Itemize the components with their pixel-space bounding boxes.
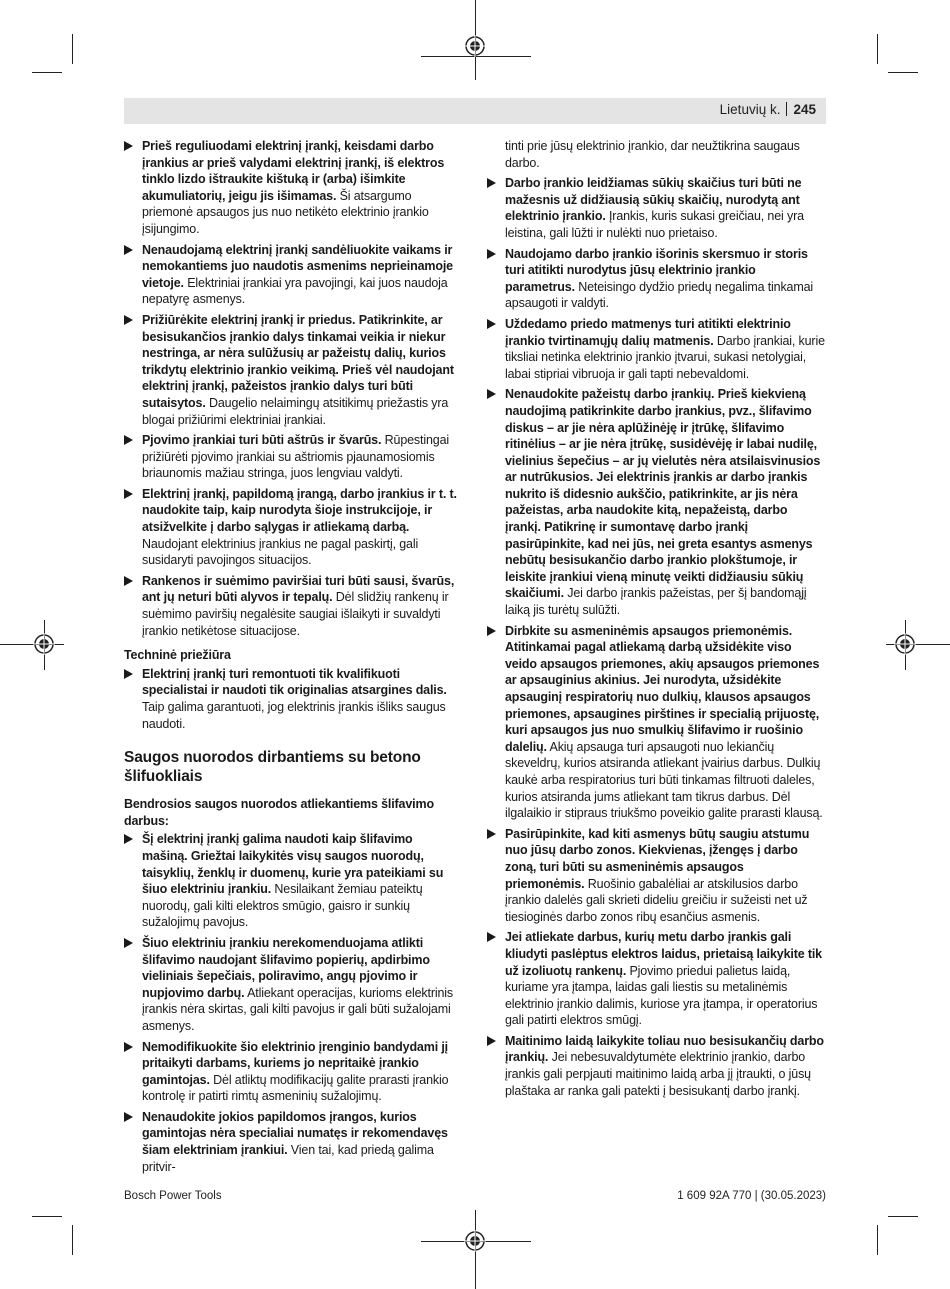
instruction-bold-text: Rankenos ir suėmimo paviršiai turi būti sausi, švarūs, ant jų neturi būti alyvos ir tepalų. (142, 573, 455, 605)
safety-instruction (124, 1109, 460, 1175)
right-column (487, 138, 825, 1103)
footer-brand: Bosch Power Tools (124, 1190, 222, 1202)
bullet-arrow-icon (487, 178, 496, 188)
instruction-text: Daugelio nelaimingų atsitikimų priežastis yra blogai prižiūrimi elektriniai įrankiai. (142, 395, 449, 427)
crop-mark (877, 1225, 878, 1255)
instruction-text: Ruošinio gabalėliai ar atskilusios darbo įrankio dalelės gali skrieti dideliu greičiu ir sužeisti net už tiesioginės darbo zonos ribų esančius asmenis. (505, 876, 808, 924)
instruction-text: Neteisingo dydžio priedų negalima tinkamai apsaugoti ir valdyti. (505, 279, 814, 311)
instruction-text: Taip galima garantuoti, jog elektrinis įrankis išliks saugus naudoti. (142, 700, 446, 731)
instruction-text: Elektriniai įrankiai yra pavojingi, kai juos naudoja nepatyrę asmenys. (142, 275, 448, 307)
instruction-text: Vien tai, kad priedą galima pritvir- (142, 1143, 434, 1174)
instruction-text: Jei darbo įrankis pažeistas, per šį bandomąjį laiką jis turėtų sulūžti. (505, 586, 807, 618)
bullet-arrow-icon (124, 245, 133, 255)
crop-mark (32, 1216, 62, 1217)
safety-instruction (487, 175, 825, 241)
safety-instruction (124, 242, 460, 308)
instruction-text: Nesilaikant žemiau pateiktų nuorodų, gali kilti elektros smūgio, gaisro ir sunkių sužalojimų pavojus. (142, 882, 423, 930)
safety-instruction (487, 826, 825, 926)
crop-mark (888, 72, 918, 73)
safety-instruction (124, 432, 460, 482)
subsection-heading: Techninė priežiūra (124, 648, 231, 663)
instruction-bold-text: Prieš reguliuodami elektrinį įrankį, keisdami darbo įrankius ar prieš valydami elektrinį įrankį, iš elektros tinklo lizdo ištraukite kištuką ir (arba) išimkite akumuliatorių, jeigu jis išimamas. (142, 139, 445, 203)
instruction-bold-text: Pjovimo įrankiai turi būti aštrūs ir švarūs. (142, 433, 382, 448)
bullet-arrow-icon (124, 938, 133, 948)
bullet-arrow-icon (487, 626, 496, 636)
bullet-arrow-icon (487, 932, 496, 942)
instruction-bold-text: Nenaudokite pažeistų darbo įrankių. Prieš kiekvieną naudojimą patikrinkite darbo įrankius, pvz., šlifavimo diskus – ar jie nėra aplūžinėję ir įtrūkę, šlifavimo ritinėlius – ar jie nėra įtrūkę, susidėvėję ir labai nudilę, vielinius šepečius – ar jų vielutės nėra atsilaisvinusios ar nutrūkusios. Jei elektrinis įrankis ar darbo įrankis nukrito iš didesnio aukščio, patikrinkite, ar jis nėra pažeistas, arba naudokite kitą, nepažeistą, darbo įrankį. Patikrinę ir sumontavę darbo įrankį pasirūpinkite, kad nei jūs, nei greta esantys asmenys nebūtų besisukančio darbo įrankio plokštumoje, ir leiskite įrankiui vieną minutę veikti didžiausiu sūkių skaičiumi. (505, 387, 821, 601)
registration-target-icon (33, 633, 55, 655)
safety-instruction (124, 312, 460, 428)
instruction-text: Pjovimo priedui palietus laidą, kuriame yra įtampa, laidas gali liestis su metalinėmis elektrinio įrankio dalimis, kuriose yra įtampa, ir operatorius gali patirti elektros smūgį. (505, 963, 818, 1028)
safety-instruction (487, 386, 825, 618)
registration-target-icon (464, 35, 486, 57)
bullet-arrow-icon (124, 669, 133, 679)
bullet-arrow-icon (124, 141, 133, 151)
header-text (720, 102, 826, 117)
bullet-arrow-icon (124, 315, 133, 325)
safety-instruction (487, 138, 825, 171)
instruction-text: Dėl atliktų modifikacijų galite prarasti įrankio kontrolę ir patirti rimtų asmeninių sužalojimų. (142, 1072, 449, 1104)
instruction-text: Dėl slidžių rankenų ir suėmimo paviršių negalėsite saugiai išlaikyti ir suvaldyti įrankio netikėtose situacijose. (142, 590, 449, 638)
bullet-arrow-icon (124, 435, 133, 445)
safety-instruction (487, 246, 825, 312)
bullet-arrow-icon (487, 249, 496, 259)
instruction-bold-text: Uždedamo priedo matmenys turi atitikti elektrinio įrankio tvirtinamųjų dalių matmenis. (505, 316, 791, 348)
instruction-text: Akių apsauga turi apsaugoti nuo lekiančių skeveldrų, kurios atsiranda atliekant įvairius darbus. Dulkių kaukė arba respiratorius turi būti tinkamas filtruoti daleles, kurios atsiranda jums atliekant tam tikrus darbus. Dėl ilgalaikio ir stipraus triukšmo poveikio galite prarasti klausą. (505, 739, 823, 821)
instruction-bold-text: Prižiūrėkite elektrinį įrankį ir priedus. Patikrinkite, ar besisukančios įrankio dalys tinkamai veikia ir niekur nestringa, ar nėra sulūžusių ar pažeistų dalių, kurios trikdytų elektrinio įrankio veikimą. Prieš vėl naudojant elektrinį įrankį, pažeistos įrankio dalys turi būti sutaisytos. (142, 312, 454, 410)
instruction-bold-text: Dirbkite su asmeninėmis apsaugos priemonėmis. Atitinkamai pagal atliekamą darbą užsidėkite viso veido apsaugos priemones, akių apsaugos priemones ar apsauginius akinius. Jei nurodyta, užsidėkite apsauginį respiratorių nuo dulkių, klausos apsaugos priemones, apsaugines pirštines ir specialią prijuostę, kuri apsaugos jus nuo smulkių šlifavimo ir ruošinio dalelių. (505, 623, 820, 754)
instruction-bold-text: Naudojamo darbo įrankio išorinis skersmuo ir storis turi atitikti nurodytus jūsų elektrinio įrankio parametrus. (505, 246, 808, 294)
safety-instruction (487, 316, 825, 382)
safety-instruction (124, 1039, 460, 1105)
safety-instruction (487, 1033, 825, 1099)
instruction-bold-text: Nenaudokite jokios papildomos įrangos, kurios gamintojas nėra specialiai numatęs ir rekomendavęs šiam elektriniam įrankiui. (142, 1109, 448, 1158)
instruction-bold-text: Elektrinį įrankį turi remontuoti tik kvalifikuoti specialistai ir naudoti tik originalias atsargines dalis. (142, 666, 447, 698)
bullet-arrow-icon (124, 1042, 133, 1052)
safety-instruction (124, 831, 460, 931)
bullet-arrow-icon (124, 834, 133, 844)
instruction-bold-text: Maitinimo laidą laikykite toliau nuo besisukančių darbo įrankių. (505, 1033, 824, 1065)
crop-mark (32, 72, 62, 73)
subsection-heading: Bendrosios saugos nuorodos atliekantiems šlifavimo darbus: (124, 797, 434, 828)
section-heading: Saugos nuorodos dirbantiems su betono šlifuokliais (124, 749, 421, 786)
bullet-arrow-icon (124, 489, 133, 499)
crop-mark (72, 1225, 73, 1255)
registration-target-icon (894, 633, 916, 655)
instruction-bold-text: Elektrinį įrankį, papildomą įrangą, darbo įrankius ir t. t. naudokite taip, kaip nurodyta šioje instrukcijoje, ir atsižvelkite į darbo sąlygas ir atliekamą darbą. (142, 486, 457, 535)
instruction-text: Rūpestingai prižiūrėti pjovimo įrankiai su aštriomis pjaunamosiomis briaunomis mažiau stringa, juos lengviau valdyti. (142, 433, 450, 481)
instruction-text: Įrankis, kuris sukasi greičiau, nei yra leistina, gali lūžti ir nulėkti nuo prietaiso. (505, 209, 804, 240)
instruction-text: Ši atsargumo priemonė apsaugos jus nuo netikėto elektrinio įrankio įsijungimo. (142, 188, 429, 236)
crop-mark (888, 1216, 918, 1217)
instruction-bold-text: Nemodifikuokite šio elektrinio įrenginio bandydami jį pritaikyti darbams, kuriems jo nepritaikė įrankio gamintojas. (142, 1039, 448, 1087)
left-column (124, 138, 460, 1179)
safety-instruction (124, 486, 460, 569)
instruction-bold-text: Nenaudojamą elektrinį įrankį sandėliuokite vaikams ir nemokantiems juo naudotis asmenims neprieinamoje vietoje. (142, 242, 453, 290)
instruction-bold-text: Darbo įrankio leidžiamas sūkių skaičius turi būti ne mažesnis už didžiausią sūkių skaičių, nurodytą ant elektrinio įrankio. (505, 176, 802, 224)
instruction-text: Naudojant elektrinius įrankius ne pagal paskirtį, gali susidaryti pavojingos situacijos. (142, 536, 419, 568)
crop-mark (877, 34, 878, 64)
instruction-bold-text: Šį elektrinį įrankį galima naudoti kaip šlifavimo mašiną. Griežtai laikykitės visų saugos nuorodų, taisyklių, ženklų ir duomenų, kurie yra pateikiami su šiuo elektriniu įrankiu. (142, 832, 444, 897)
safety-instruction (124, 935, 460, 1035)
bullet-arrow-icon (124, 576, 133, 586)
footer-doc-number: 1 609 92A 770 | (30.05.2023) (677, 1190, 826, 1202)
bullet-arrow-icon (124, 1112, 133, 1122)
safety-instruction (124, 573, 460, 639)
instruction-bold-text: Šiuo elektriniu įrankiu nerekomenduojama atlikti šlifavimo naudojant šlifavimo popierių, apdirbimo vieliniais šepečiais, poliravimo, angų pjovimo ir nupjovimo darbų. (142, 935, 430, 1000)
bullet-arrow-icon (487, 319, 496, 329)
crop-mark (72, 34, 73, 64)
page-number: 245 (793, 102, 816, 117)
bullet-arrow-icon (487, 389, 496, 399)
registration-target-icon (464, 1230, 486, 1252)
bullet-arrow-icon (487, 1036, 496, 1046)
safety-instruction (487, 929, 825, 1029)
instruction-text: Atliekant operacijas, kurioms elektrinis įrankis nėra skirtas, gali kilti pavojus ir gali būti sužalojami asmenys. (142, 985, 453, 1033)
header-separator (786, 102, 787, 116)
instruction-text: Jei nebesuvaldytumėte elektrinio įrankio, darbo įrankis gali perpjauti maitinimo laidą arba jį įtraukti, o jūsų plaštaka ar ranka gali patekti į besisukantį darbo įrankį. (505, 1050, 811, 1098)
safety-instruction (487, 623, 825, 822)
page-header (124, 98, 826, 124)
bullet-arrow-icon (487, 829, 496, 839)
instruction-text: Darbo įrankiai, kurie tiksliai netinka elektrinio įrankio įtvarui, sukasi netolygiai, labai stipriai vibruoja ir gali tapti nebevaldomi. (505, 333, 825, 381)
safety-instruction (124, 666, 460, 732)
safety-instruction (124, 138, 460, 238)
header-language: Lietuvių k. (719, 102, 781, 117)
instruction-text: tinti prie jūsų elektrinio įrankio, dar neužtikrina saugaus darbo. (505, 139, 800, 170)
instruction-bold-text: Pasirūpinkite, kad kiti asmenys būtų saugiu atstumu nuo jūsų darbo zonos. Kiekvienas, įžengęs į darbo zoną, turi būti su asmeninėmis apsaugos priemonėmis. (505, 826, 810, 891)
instruction-bold-text: Jei atliekate darbus, kurių metu darbo įrankis gali kliudyti paslėptus elektros laidus, prietaisą laikykite tik už izoliuotų rankenų. (505, 930, 822, 978)
